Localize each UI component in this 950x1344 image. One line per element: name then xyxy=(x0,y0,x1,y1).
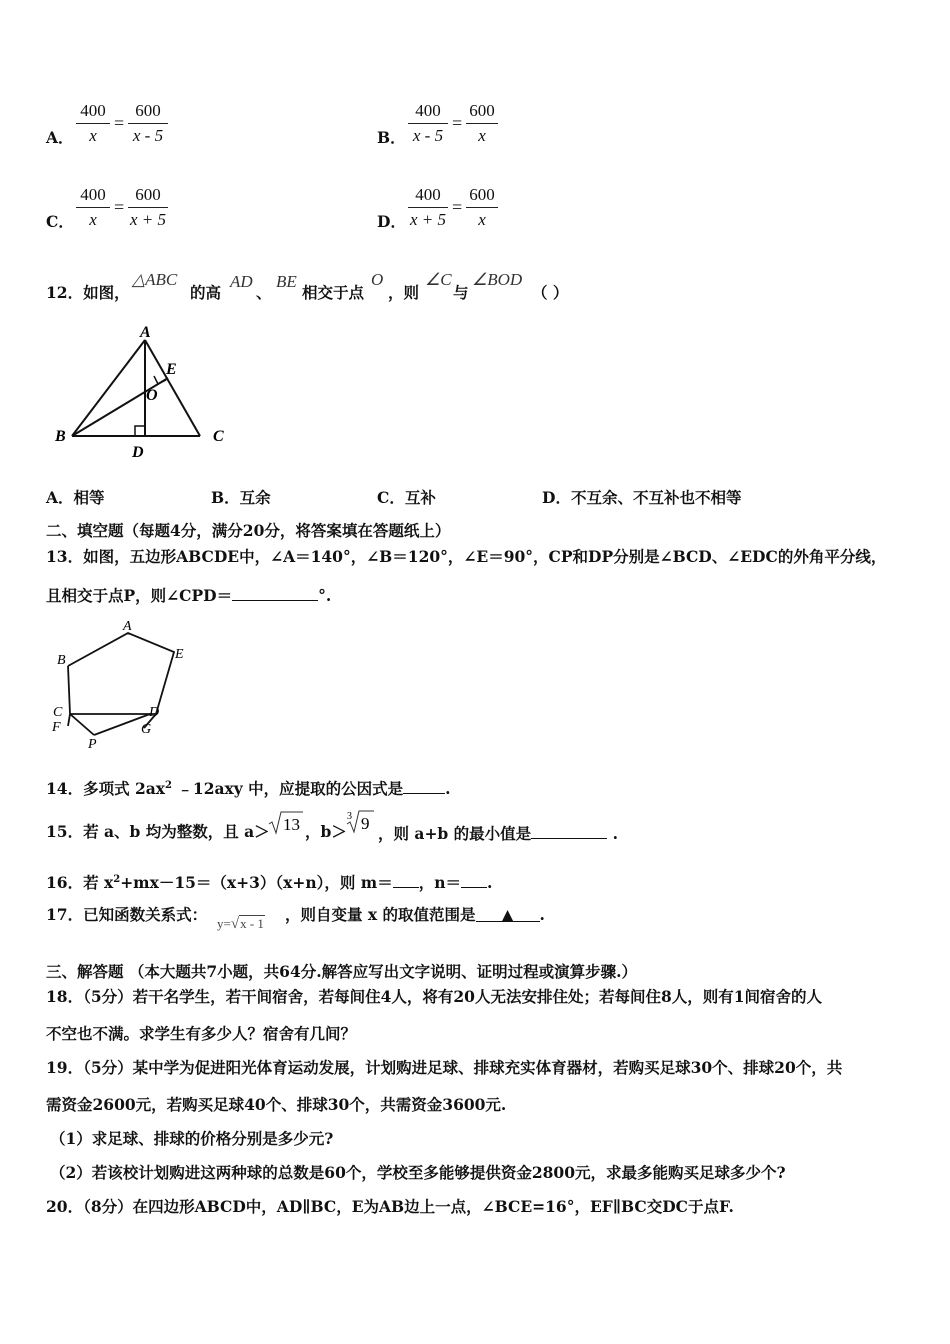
q12-option-c: C．互补 xyxy=(377,488,436,507)
q13-label-e: E xyxy=(175,647,184,662)
q15-cuberoot9 xyxy=(345,808,375,834)
q16-blank-n[interactable] xyxy=(461,871,487,888)
q17-prefix: 17．已知函数关系式： xyxy=(46,905,208,924)
q15-post: ，则 a+b 的最小值是 xyxy=(378,824,532,843)
q11-option-d-label: D． xyxy=(377,212,406,231)
q16-exponent: 2 xyxy=(113,874,121,885)
triangle-marker-icon: ▲ xyxy=(501,905,514,924)
q12-answer-paren: （ ） xyxy=(532,283,569,302)
q15-end: . xyxy=(612,824,618,843)
q12-text-and: 与 xyxy=(453,283,469,302)
q12-point-o: O xyxy=(371,270,384,289)
q15-mid: ，b＞ xyxy=(305,822,347,841)
q11-option-b-frac1: 400 x - 5 xyxy=(408,101,448,146)
q12-separator: 、 xyxy=(256,283,272,302)
q20-line1: 20．（8分）在四边形ABCD中，AD∥BC，E为AB边上一点，∠BCE=16°，EF∥BC交DC于点F. xyxy=(46,1197,734,1216)
q15-suffix xyxy=(378,822,618,844)
q11-option-b-label: B． xyxy=(377,128,406,147)
q11-option-c-label: C． xyxy=(46,212,74,231)
q14-text xyxy=(46,776,451,799)
q19-sub2: （2）若该校计划购进这两种球的总数是60个，学校至多能够提供资金2800元，求最多能购买足球多少个? xyxy=(50,1163,786,1182)
q12-option-a: A．相等 xyxy=(46,488,105,507)
q11-option-a-frac1: 400 x xyxy=(76,101,110,146)
q12-angle-bod: ∠BOD xyxy=(472,270,523,289)
q17-post: ，则自变量 x 的取值范围是 xyxy=(285,905,476,924)
q16-mid2: ，n＝ xyxy=(418,873,461,893)
q13-label-g: G xyxy=(141,722,152,737)
q15-prefix: 15．若 a、b 均为整数，且 a＞ xyxy=(46,822,270,841)
q15-sqrt13 xyxy=(268,810,304,836)
q13-line2 xyxy=(46,584,331,606)
q11-option-c-equals: = xyxy=(114,197,125,217)
q17-formula-y: y= xyxy=(217,916,231,931)
q11-option-a-label: A． xyxy=(46,128,74,147)
q13-label-d: D xyxy=(149,705,160,720)
q16-blank-m[interactable] xyxy=(393,871,419,888)
q13-label-f: F xyxy=(52,720,61,735)
q12-option-b: B．互余 xyxy=(211,488,271,507)
q17-answer-blank[interactable] xyxy=(476,905,540,922)
q17-formula-radicand: x - 1 xyxy=(240,916,264,931)
q15-root-index: 3 xyxy=(347,811,352,822)
q12-label-o: O xyxy=(146,387,158,404)
q13-pentagon-figure xyxy=(46,616,196,751)
q11-option-a-frac2: 600 x - 5 xyxy=(128,101,168,146)
q13-label-p: P xyxy=(88,737,97,751)
q13-label-c: C xyxy=(53,705,63,720)
q16-text xyxy=(46,870,492,893)
q14-answer-blank[interactable] xyxy=(403,777,445,794)
q13-answer-blank[interactable] xyxy=(232,584,318,601)
section2-title: 二、填空题（每题4分，满分20分，将答案填在答题纸上） xyxy=(46,521,451,540)
q12-text-height: 的高 xyxy=(190,283,222,302)
q12-prefix: 12．如图， xyxy=(46,283,130,302)
q11-option-b-equals: = xyxy=(452,113,463,133)
q11-option-d-equals: = xyxy=(452,197,463,217)
q11-option-a-equals: = xyxy=(114,113,125,133)
q16-mid: +mx－15＝（x+3）（x+n），则 m＝ xyxy=(120,873,393,893)
q12-segment-ad: AD xyxy=(230,272,253,291)
q11-option-d-frac2: 600 x xyxy=(466,185,498,230)
q12-label-a: A xyxy=(140,324,151,341)
q12-text-then: ，则 xyxy=(388,283,420,302)
q12-angle-c: ∠C xyxy=(425,270,452,289)
q19-line1: 19．（5分）某中学为促进阳光体育运动发展，计划购进足球、排球充实体育器材，若购买足球30个、排球20个，共 xyxy=(46,1058,843,1077)
q19-line2: 需资金2600元，若购买足球40个、排球30个，共需资金3600元. xyxy=(46,1095,507,1114)
q15-answer-blank[interactable] xyxy=(531,822,607,839)
q12-label-e: E xyxy=(166,361,177,378)
q16-prefix: 16．若 x xyxy=(46,873,114,893)
q17-formula: y=√x - 1 xyxy=(217,916,264,932)
q15-radicand-2: 9 xyxy=(361,814,370,833)
q12-triangle-abc: △ABC xyxy=(132,270,178,289)
q14-exponent: 2 xyxy=(165,780,173,791)
q12-segment-be: BE xyxy=(276,272,297,291)
q12-label-d: D xyxy=(132,444,144,461)
q13-line2-suffix: °. xyxy=(318,586,332,605)
q14-suffix: ﹣12axy 中，应提取的公因式是 xyxy=(172,779,404,799)
section3-title: 三、解答题 （本大题共7小题，共64分.解答应写出文字说明、证明过程或演算步骤.） xyxy=(46,962,638,981)
q17-end: . xyxy=(539,905,545,924)
q11-option-b-frac2: 600 x xyxy=(466,101,498,146)
q14-end: . xyxy=(445,779,451,799)
q18-line2: 不空也不满。求学生有多少人？宿舍有几间？ xyxy=(46,1024,357,1043)
q13-line2-prefix: 且相交于点P，则∠CPD＝ xyxy=(46,586,233,605)
q13-line1: 13．如图，五边形ABCDE中，∠A＝140°，∠B＝120°，∠E＝90°，CP和DP分别是∠BCD、∠EDC的外角平分线， xyxy=(46,547,887,566)
q12-triangle-figure xyxy=(50,320,240,462)
q12-text-intersect: 相交于点 xyxy=(302,283,365,302)
q16-end: . xyxy=(486,873,493,893)
q18-line1: 18．（5分）若干名学生，若干间宿舍，若每间住4人，将有20人无法安排住处；若每间住8人，则有1间宿舍的人 xyxy=(46,987,823,1006)
q11-option-c-frac2: 600 x + 5 xyxy=(129,185,167,229)
q13-label-b: B xyxy=(57,653,66,668)
q19-sub1: （1）求足球、排球的价格分别是多少元? xyxy=(50,1129,334,1148)
q11-option-d-frac1: 400 x + 5 xyxy=(409,185,447,229)
q11-option-c-frac1: 400 x xyxy=(76,185,110,230)
q15-radicand-1: 13 xyxy=(283,815,300,834)
q12-label-c: C xyxy=(213,428,224,445)
q12-label-b: B xyxy=(55,428,66,445)
q13-label-a: A xyxy=(123,619,132,634)
q17-suffix xyxy=(285,905,545,925)
q14-prefix: 14．多项式 2ax xyxy=(46,779,166,799)
q12-option-d: D．不互余、不互补也不相等 xyxy=(542,488,742,507)
